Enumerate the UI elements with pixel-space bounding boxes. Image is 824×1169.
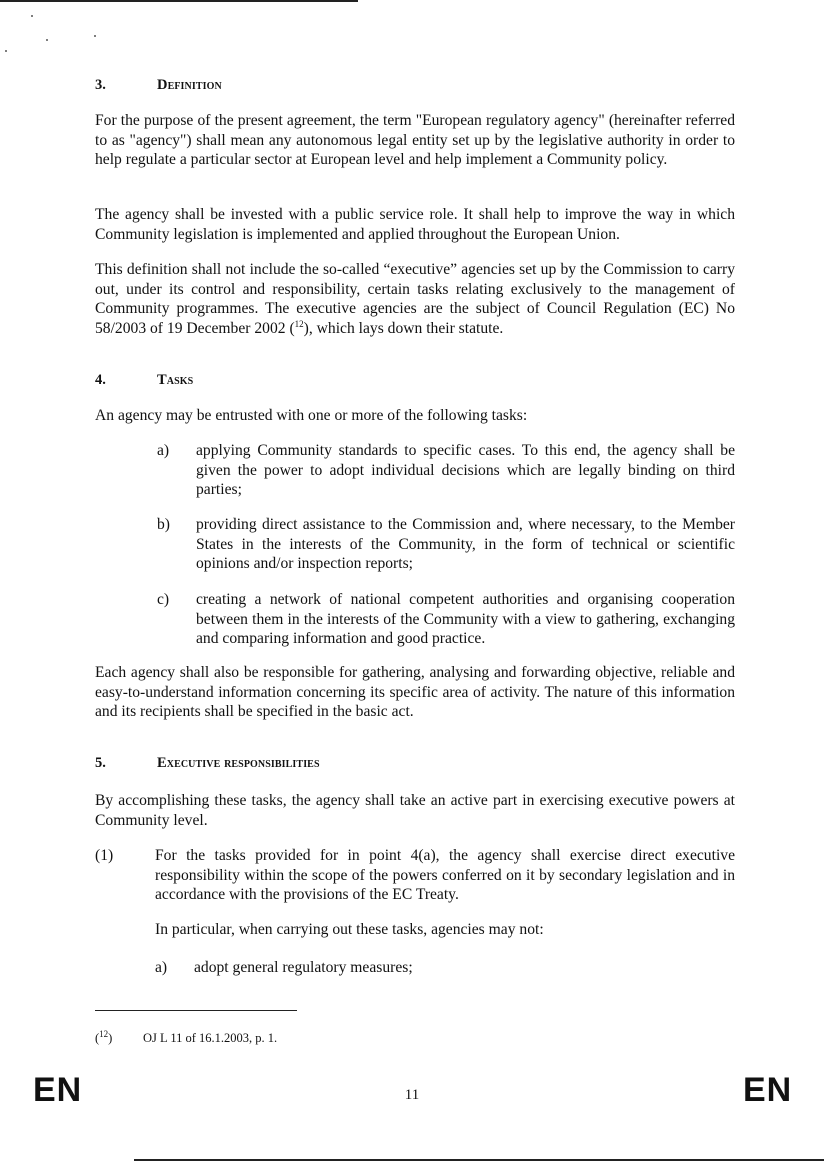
list-item-text: providing direct assistance to the Commission and, where necessary, to the Member States in the interests of the Community, in the form of technical or scientific opinions and/or inspection reports; — [196, 516, 735, 572]
list-item-label: a) — [157, 442, 170, 459]
language-code-right: EN — [743, 1071, 793, 1109]
scan-speck — [46, 39, 48, 41]
numbered-point-text: For the tasks provided for in point 4(a), the agency shall exercise direct executive responsibility within the scope of the powers conferred on it by secondary legislation and in accordance with the provisions of the EC Treaty. — [155, 847, 735, 903]
list-item-label: a) — [155, 959, 168, 976]
section-title: Definition — [157, 77, 222, 93]
paragraph: This definition shall not include the so-called “executive” agencies set up by the Commission to carry out, under its control and responsibility, certain tasks relating exclusively to the management of Community programmes. The executive agencies are the subject of Council Regulation (EC) No 58/2003 of 19 December 2002 ($^{12}$), which lays down their statute. — [95, 261, 735, 337]
paragraph: By accomplishing these tasks, the agency shall take an active part in exercising executive powers at Community level. — [95, 792, 735, 829]
list-item — [155, 958, 733, 978]
numbered-point-label: (1) — [95, 847, 114, 864]
section-heading-executive-responsibilities — [95, 754, 320, 774]
footnote — [95, 1029, 277, 1049]
scan-speck — [5, 50, 7, 52]
footnote-marker: ($^{12}$) — [95, 1028, 113, 1045]
section-heading-definition — [95, 76, 222, 96]
page-number: 11 — [404, 1087, 420, 1103]
paragraph: Each agency shall also be responsible for gathering, analysing and forwarding objective, reliable and easy-to-understand information concerning its specific area of activity. The nature of this information and its recipients shall be specified in the basic act. — [95, 664, 735, 720]
scan-speck — [94, 35, 96, 37]
section-number: 4. — [95, 372, 106, 388]
list-item-label: b) — [157, 516, 170, 533]
section-number: 5. — [95, 755, 106, 771]
list-item-label: c) — [157, 591, 170, 608]
section-title: Executive responsibilities — [157, 755, 320, 771]
language-code-left: EN — [33, 1071, 83, 1109]
section-number: 3. — [95, 77, 106, 93]
list-item-text: creating a network of national competent authorities and organising cooperation between them in the interests of the Community with a view to gathering, exchanging and comparing information and good practice. — [196, 591, 735, 647]
footnote-separator — [95, 1010, 297, 1011]
paragraph: An agency may be entrusted with one or more of the following tasks: — [95, 407, 528, 424]
paragraph: For the purpose of the present agreement, the term "European regulatory agency" (hereinafter referred to as "agency") shall mean any autonomous legal entity set up by the legislative authority in order to help regulate a particular sector at European level and help implement a Community policy. — [95, 112, 735, 168]
list-item-text: applying Community standards to specific cases. To this end, the agency shall be given the power to adopt individual decisions which are legally binding on third parties; — [196, 442, 735, 498]
scan-speck — [31, 15, 33, 17]
numbered-point — [95, 846, 735, 905]
list-item — [157, 515, 735, 574]
footnote-reference: 12 — [294, 318, 304, 329]
list-item — [157, 441, 735, 500]
section-title: Tasks — [157, 372, 194, 388]
footnote-text: OJ L 11 of 16.1.2003, p. 1. — [143, 1031, 278, 1045]
list-item — [157, 590, 735, 649]
list-item-text: adopt general regulatory measures; — [194, 959, 413, 976]
section-heading-tasks — [95, 371, 193, 391]
scan-edge-top — [0, 0, 358, 2]
paragraph: In particular, when carrying out these tasks, agencies may not: — [155, 921, 544, 938]
paragraph: The agency shall be invested with a public service role. It shall help to improve the way in which Community legislation is implemented and applied throughout the European Union. — [95, 206, 735, 243]
scan-edge-bottom — [134, 1159, 824, 1161]
